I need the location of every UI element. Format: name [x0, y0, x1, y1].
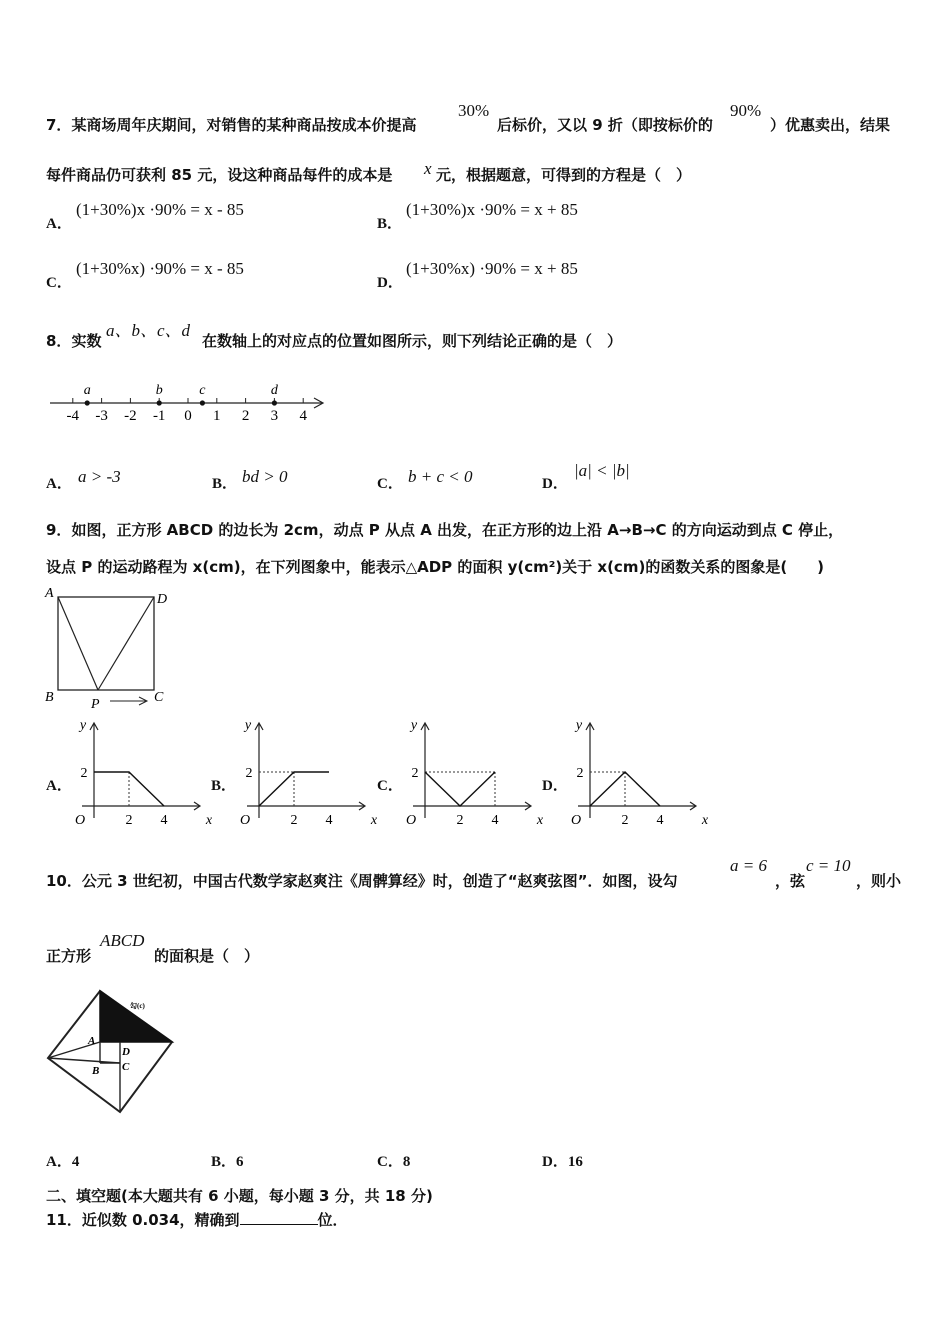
q8-option-b-label: B． — [212, 476, 238, 492]
axis-tick-label: -3 — [95, 408, 108, 424]
fig-label-b: B — [92, 1065, 100, 1077]
q7-option-a-expr: (1+30%)x ·90% = x - 85 — [76, 200, 244, 219]
q8-option-b-expr: bd > 0 — [242, 467, 288, 486]
q7-var-x: x — [424, 159, 432, 178]
q10-option-b — [211, 1150, 244, 1171]
axis-tick-label: 1 — [213, 408, 221, 424]
point-c — [200, 400, 205, 405]
q11-line — [46, 1209, 348, 1230]
q7-option-d-label: D． — [377, 275, 403, 291]
x-tick-4: 4 — [491, 813, 499, 828]
axis-tick-label: -4 — [66, 408, 80, 424]
q9-line2: 设点 P 的运动路程为 x(cm)，在下列图象中，能表示△ADP 的面积 y(cm²)关于 x(cm)的函数关系的图象是( ) — [46, 558, 825, 576]
shaded-triangle — [100, 991, 172, 1042]
q10-text-a: 公元 3 世纪初，中国古代数学家赵爽注《周髀算经》时，创造了“赵爽弦图”．如图，设勾 — [81, 872, 678, 890]
q10-option-a-label: A． — [46, 1154, 72, 1170]
q7-text-b: 后标价，又以 9 折（即按标价的 — [497, 116, 713, 134]
q10-option-b-label: B． — [211, 1154, 237, 1170]
x-tick-4: 4 — [656, 813, 664, 828]
q7-text-a: 某商场周年庆期间，对销售的某种商品按成本价提高 — [71, 116, 417, 134]
q8-number-line — [44, 376, 334, 428]
point-d — [272, 400, 277, 405]
q7-pct-30: 30% — [458, 101, 490, 120]
q10-line2-text-a: 正方形 — [46, 947, 92, 965]
q8-vars: a、b、c、d — [106, 321, 191, 340]
y-tick-2: 2 — [411, 766, 419, 781]
q9-graph-b — [233, 712, 378, 837]
x-axis-label: x — [370, 813, 378, 828]
q7-option-a-label: A． — [46, 216, 72, 232]
q10-option-a — [46, 1150, 79, 1171]
origin-label: O — [405, 813, 417, 828]
q11-answer-blank[interactable] — [240, 1210, 318, 1225]
point-a — [85, 400, 90, 405]
y-tick-2: 2 — [245, 766, 253, 781]
q7-line2-text-b: 元，根据题意，可得到的方程是（ ） — [436, 166, 692, 184]
point-label-c: c — [199, 383, 206, 398]
q10-option-c-value: 8 — [402, 1154, 411, 1170]
q10-a-eq: a = 6 — [730, 856, 767, 875]
x-axis-label: x — [536, 813, 544, 828]
fig-tag: 勾(c) — [130, 1002, 145, 1010]
y-axis-label: y — [79, 718, 87, 733]
q9-graph-a — [68, 712, 213, 837]
q9-graph-c — [399, 712, 544, 837]
fig-label-a: A — [88, 1035, 96, 1047]
q7-line2 — [46, 164, 392, 185]
axis-tick-label: 2 — [241, 408, 250, 424]
q10-abcd: ABCD — [100, 931, 145, 950]
function-graph-line — [425, 772, 495, 806]
q10-text-c: ，则小 — [856, 872, 902, 890]
q10-number: 10． — [46, 872, 82, 890]
section-2-heading: 二、填空题(本大题共有 6 小题，每小题 3 分，共 18 分) — [46, 1187, 433, 1205]
q9-option-a-label: A． — [46, 778, 72, 794]
q9-option-d-label: D． — [542, 778, 568, 794]
q10-text-b: ，弦 — [775, 872, 806, 890]
q10-option-b-value: 6 — [236, 1154, 244, 1170]
q10-c-eq: c = 10 — [806, 856, 851, 875]
origin-label: O — [239, 813, 251, 828]
q10-line1 — [46, 870, 677, 891]
x-tick-2: 2 — [290, 813, 298, 828]
label-a: A — [45, 586, 54, 601]
segment-ap — [58, 597, 98, 690]
q11-text-b: 位． — [317, 1211, 348, 1229]
x-tick-2: 2 — [456, 813, 464, 828]
label-p: P — [91, 697, 100, 712]
label-d: D — [157, 592, 168, 607]
q7-option-d-expr: (1+30%x) ·90% = x + 85 — [406, 259, 578, 278]
q11-number: 11． — [46, 1211, 82, 1229]
fig-label-d: D — [122, 1046, 130, 1058]
q7-line1 — [46, 114, 416, 135]
y-axis-label: y — [575, 718, 583, 733]
q7-option-b-label: B． — [377, 216, 403, 232]
q7-option-c-label: C． — [46, 275, 72, 291]
x-tick-4: 4 — [160, 813, 168, 828]
q10-option-d — [542, 1150, 583, 1171]
origin-label: O — [74, 813, 86, 828]
q8-text-a: 实数 — [71, 332, 102, 350]
q8-option-a-expr: a > -3 — [78, 467, 121, 486]
y-tick-2: 2 — [576, 766, 584, 781]
q10-option-a-value: 4 — [71, 1154, 80, 1170]
y-axis-label: y — [410, 718, 418, 733]
q8-option-c-expr: b + c < 0 — [408, 467, 473, 486]
point-label-a: a — [83, 383, 91, 398]
q7-line2-text-a: 每件商品仍可获利 85 元，设这种商品每件的成本是 — [46, 166, 393, 184]
q9-option-c-label: C． — [377, 778, 403, 794]
q9-number: 9． — [46, 521, 72, 539]
q8-option-d-expr: |a| < |b| — [574, 461, 630, 480]
q10-zhao-shuang-figure — [44, 986, 178, 1116]
q10-option-d-value: 16 — [567, 1154, 583, 1170]
point-label-b: b — [155, 383, 163, 398]
q7-number: 7． — [46, 116, 72, 134]
q10-option-d-label: D． — [542, 1154, 568, 1170]
axis-tick-label: 3 — [270, 408, 279, 424]
x-axis-label: x — [701, 813, 709, 828]
origin-label: O — [570, 813, 582, 828]
point-label-d: d — [270, 383, 278, 398]
label-b: B — [45, 690, 54, 705]
q8-option-d-label: D． — [542, 476, 568, 492]
fig-label-c: C — [122, 1061, 130, 1073]
y-tick-2: 2 — [80, 766, 88, 781]
q10-option-c — [377, 1150, 410, 1171]
axis-tick-label: -1 — [152, 408, 166, 424]
label-c: C — [154, 690, 164, 705]
q7-pct-90: 90% — [730, 101, 762, 120]
q9-graph-d — [564, 712, 709, 837]
x-tick-2: 2 — [621, 813, 629, 828]
q9-square-figure — [40, 584, 180, 714]
axis-tick-label: -2 — [124, 408, 137, 424]
q11-text-a: 近似数 0.034，精确到 — [81, 1211, 240, 1229]
q10-line2-text-b: 的面积是（ ） — [154, 947, 260, 965]
x-tick-4: 4 — [325, 813, 333, 828]
q9-line1 — [46, 519, 843, 540]
q7-text-c: ）优惠卖出，结果 — [770, 116, 891, 134]
axis-tick-label: 4 — [299, 408, 307, 424]
x-tick-2: 2 — [125, 813, 133, 828]
axis-tick-label: 0 — [184, 408, 192, 424]
y-axis-label: y — [244, 718, 252, 733]
q7-option-b-expr: (1+30%)x ·90% = x + 85 — [406, 200, 578, 219]
x-axis-label: x — [205, 813, 213, 828]
q7-option-c-expr: (1+30%x) ·90% = x - 85 — [76, 259, 244, 278]
q9-option-b-label: B． — [211, 778, 237, 794]
q9-text-line1: 如图，正方形 ABCD 的边长为 2cm，动点 P 从点 A 出发，在正方形的边上沿 A→B→C 的方向运动到点 C 停止， — [71, 521, 844, 539]
q8-number: 8． — [46, 332, 72, 350]
inner-line-4 — [48, 1058, 120, 1063]
q10-option-c-label: C． — [377, 1154, 403, 1170]
segment-dp — [98, 597, 154, 690]
q8-text-b: 在数轴上的对应点的位置如图所示，则下列结论正确的是（ ） — [202, 332, 623, 350]
q8-option-a-label: A． — [46, 476, 72, 492]
q8-option-c-label: C． — [377, 476, 403, 492]
point-b — [157, 400, 162, 405]
q8-stem-a — [46, 330, 101, 351]
